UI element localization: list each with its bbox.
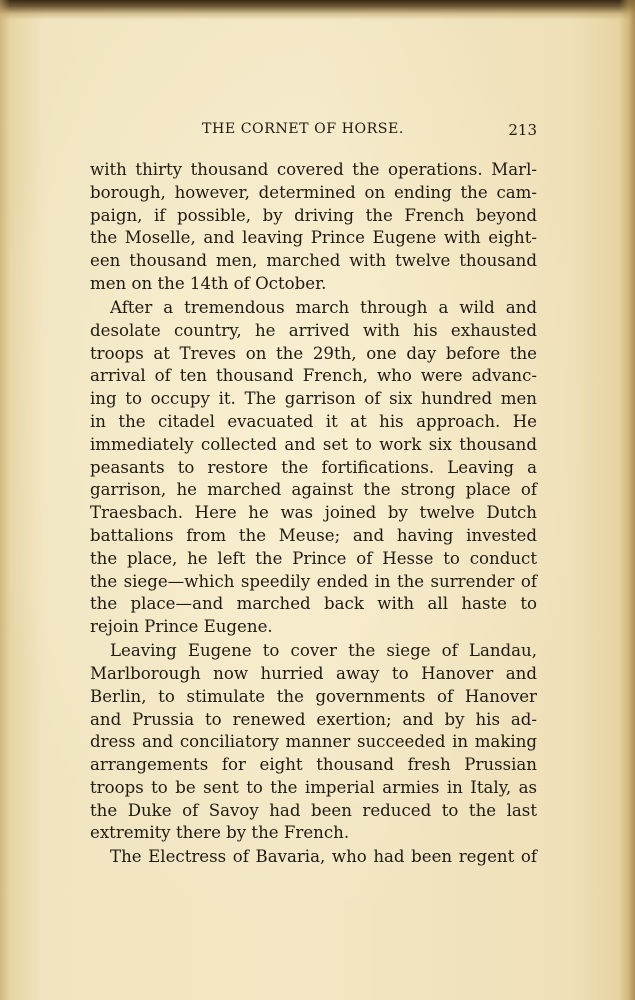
text-line: Leaving Eugene to cover the siege of Landau, <box>110 641 537 661</box>
text-line: desolate country, he arrived with his exhausted <box>90 320 537 340</box>
page-left-edge <box>0 0 10 1000</box>
text-line: battalions from the Meuse; and having invested <box>90 525 537 545</box>
page-number: 213 <box>508 121 537 139</box>
text-line: Marlborough now hurried away to Hanover and <box>90 663 537 683</box>
text-line: paign, if possible, by driving the French beyond <box>90 205 537 225</box>
text-line: troops at Treves on the 29th, one day before the <box>90 343 537 363</box>
page-right-edge <box>619 0 635 1000</box>
text-line: men on the 14th of October. <box>90 273 327 293</box>
text-line: immediately collected and set to work six thousand <box>90 434 537 454</box>
text-line: the Moselle, and leaving Prince Eugene with eight- <box>90 228 537 248</box>
text-line: the place—and marched back with all haste to <box>90 594 537 614</box>
text-line: the Duke of Savoy had been reduced to the last <box>90 800 537 820</box>
text-line: dress and conciliatory manner succeeded in making <box>90 732 537 752</box>
text-line: with thirty thousand covered the operations. Marl- <box>90 160 537 179</box>
text-line: garrison, he marched against the strong place of <box>90 480 537 500</box>
text-line: extremity there by the French. <box>90 823 350 843</box>
text-line: the siege—which speedily ended in the surrender of <box>90 571 537 591</box>
page-header <box>90 121 537 143</box>
text-line: The Electress of Bavaria, who had been regent of <box>110 847 537 867</box>
text-line: troops to be sent to the imperial armies in Italy, as <box>90 777 537 797</box>
text-line: After a tremendous march through a wild and <box>110 297 537 317</box>
text-line: borough, however, determined on ending the cam- <box>90 182 537 202</box>
text-line: in the citadel evacuated it at his approach. He <box>90 411 537 431</box>
text-line: een thousand men, marched with twelve thousand <box>90 251 537 271</box>
text-line: ing to occupy it. The garrison of six hundred men <box>90 389 537 409</box>
running-head: THE CORNET OF HORSE. <box>202 121 404 137</box>
page-top-shadow <box>0 0 635 20</box>
text-line: arrangements for eight thousand fresh Prussian <box>90 755 537 775</box>
text-line: rejoin Prince Eugene. <box>90 617 273 637</box>
text-line: the place, he left the Prince of Hesse to conduct <box>90 548 537 568</box>
text-line: arrival of ten thousand French, who were advanc- <box>90 366 537 386</box>
text-line: Berlin, to stimulate the governments of Hanover <box>90 686 537 706</box>
body-text <box>90 159 537 869</box>
text-line: peasants to restore the fortifications. Leaving a <box>90 457 537 477</box>
text-line: and Prussia to renewed exertion; and by his ad- <box>90 709 537 729</box>
text-line: Traesbach. Here he was joined by twelve Dutch <box>90 503 537 523</box>
